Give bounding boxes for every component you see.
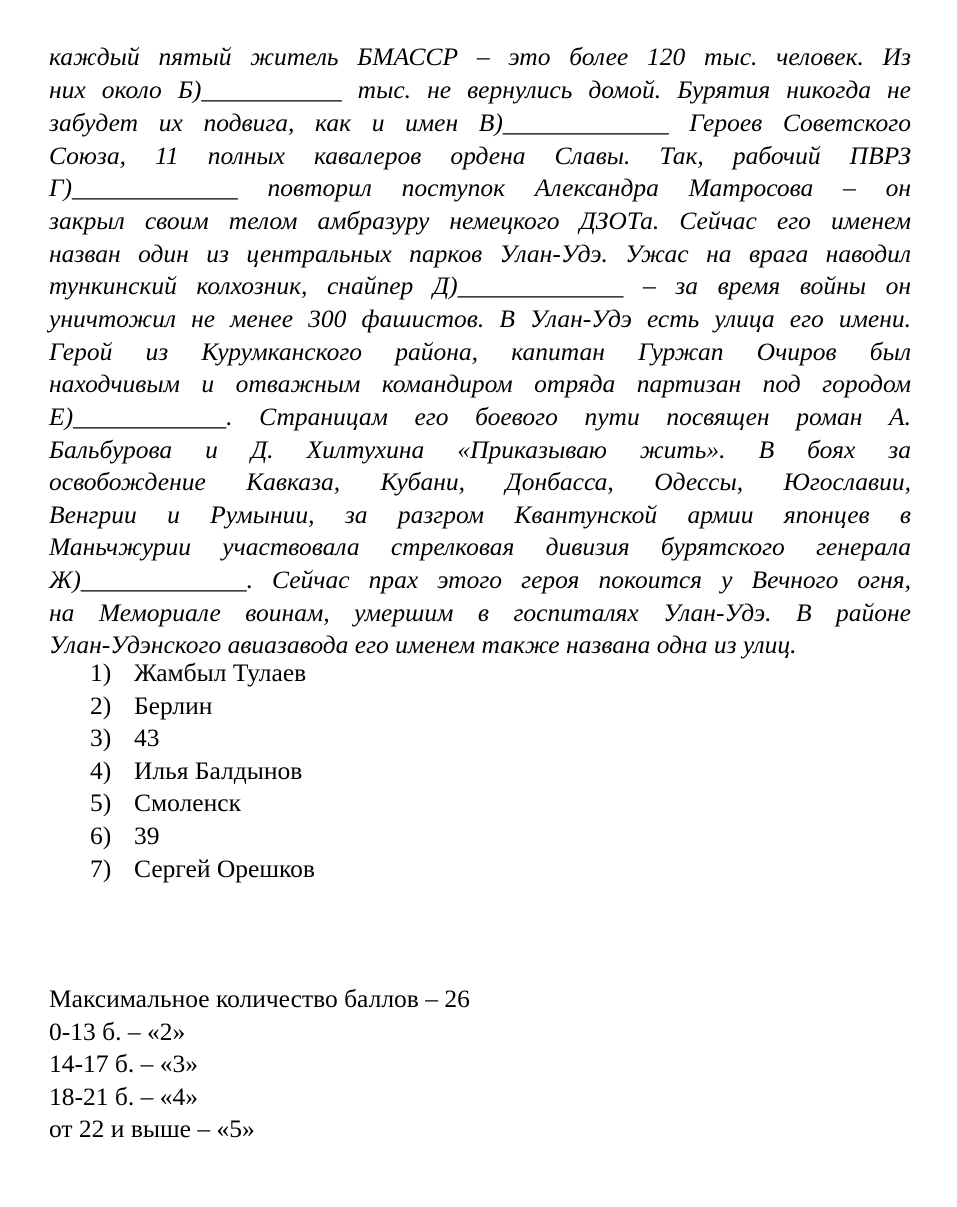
option-text: Илья Балдынов <box>134 755 303 785</box>
option-number: 1) <box>90 658 112 687</box>
option-number: 4) <box>90 755 112 785</box>
list-item <box>90 755 315 788</box>
passage-line: закрыл своим телом амбразуру немецкого ДЗОТа. Сейчас его именем <box>49 206 911 235</box>
passage-line: на Мемориале воинам, умершим в госпиталях Улан-Удэ. В районе <box>49 598 911 627</box>
option-number: 7) <box>90 853 112 883</box>
list-item <box>90 787 315 820</box>
option-number: 3) <box>90 723 112 753</box>
passage-line: забудет их подвига, как и имен В)_____________ Героев Советского <box>49 108 911 137</box>
option-text: Смоленск <box>134 788 241 818</box>
passage-line: каждый пятый житель БМАССР – это более 120 тыс. человек. Из <box>49 42 911 71</box>
passage-line: находчивым и отважным командиром отряда партизан под городом <box>49 369 911 398</box>
passage-line: освобождение Кавказа, Кубани, Донбасса, Одессы, Югославии, <box>49 467 911 496</box>
grade-5-range: от 22 и выше – «5» <box>49 1114 255 1144</box>
option-text: 39 <box>134 820 160 850</box>
grading-scale <box>49 983 470 1146</box>
option-number: 2) <box>90 690 112 720</box>
list-item <box>90 690 315 723</box>
passage-line: Союза, 11 полных кавалеров ордена Славы. Так, рабочий ПВРЗ <box>49 141 911 170</box>
passage-line: Г)_____________ повторил поступок Александра Матросова – он <box>49 173 911 202</box>
grade-4-range: 18-21 б. – «4» <box>49 1081 198 1111</box>
list-item <box>90 657 315 690</box>
passage-line: Улан-Удэнского авиазавода его именем также названа одна из улиц. <box>49 630 797 659</box>
passage-line: Герой из Курумканского района, капитан Гуржап Очиров был <box>49 337 911 366</box>
grade-2-range: 0-13 б. – «2» <box>49 1016 186 1046</box>
passage-line: них около Б)___________ тыс. не вернулись домой. Бурятия никогда не <box>49 75 911 104</box>
option-text: Жамбыл Тулаев <box>134 658 307 687</box>
option-number: 6) <box>90 820 112 850</box>
passage-line: Бальбурова и Д. Хилтухина «Приказываю жить». В боях за <box>49 435 911 464</box>
passage-line: Ж)_____________. Сейчас прах этого героя покоится у Вечного огня, <box>49 565 911 594</box>
passage-line: назван один из центральных парков Улан-Удэ. Ужас на врага наводил <box>49 239 911 268</box>
option-number: 5) <box>90 788 112 818</box>
passage-line: тункинский колхозник, снайпер Д)_____________ – за время войны он <box>49 271 911 300</box>
list-item <box>90 853 315 886</box>
list-item <box>90 820 315 853</box>
passage-line: Венгрии и Румынии, за разгром Квантунской армии японцев в <box>49 500 911 529</box>
passage-line: уничтожил не менее 300 фашистов. В Улан-Удэ есть улица его имени. <box>49 304 911 333</box>
max-points-text: Максимальное количество баллов – 26 <box>49 984 470 1013</box>
option-text: Берлин <box>134 690 213 720</box>
list-item <box>90 722 315 755</box>
passage-line: Маньчжурии участвовала стрелковая дивизия бурятского генерала <box>49 532 911 561</box>
option-text: 43 <box>134 723 160 753</box>
answer-options-list <box>90 657 315 885</box>
passage-line: Е)____________. Страницам его боевого пути посвящен роман А. <box>49 402 911 431</box>
option-text: Сергей Орешков <box>134 853 315 883</box>
grade-3-range: 14-17 б. – «3» <box>49 1049 198 1079</box>
